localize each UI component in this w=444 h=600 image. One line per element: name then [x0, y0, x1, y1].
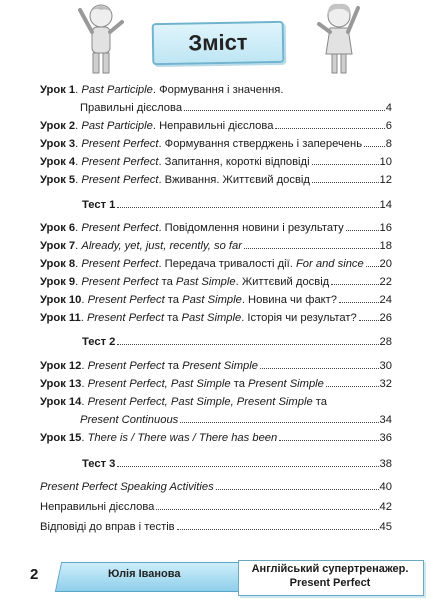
toc-row [40, 236, 392, 252]
dot-leader [275, 127, 384, 129]
dot-leader [359, 319, 379, 321]
toc-entry-part: There is / There was / There has been [87, 432, 278, 444]
toc-test-row [40, 195, 392, 211]
toc-entry-part: Урок 14 [40, 396, 82, 408]
toc-entry-part: . [75, 120, 82, 132]
toc-entry-part: Урок 10 [40, 294, 82, 306]
dot-leader [117, 206, 378, 208]
toc-page-number: 20 [379, 258, 392, 270]
toc-entry-part: Тест 3 [82, 458, 116, 470]
toc-entry-part: Present Perfect, Past Simple, Present Simple [87, 396, 313, 408]
toc-entry-part: Past Participle [81, 84, 153, 96]
toc-entry-text [40, 458, 115, 470]
toc-entry-part: . Передача тривалості дії. [158, 258, 296, 270]
toc-page-number: 10 [379, 156, 392, 168]
toc-entry-part: Тест 1 [82, 199, 116, 211]
book-title-line1: Англійський супертренажер. [251, 563, 409, 575]
toc-entry-part: For and since [295, 258, 364, 270]
toc-entry-part: . [81, 396, 88, 408]
dot-leader [117, 465, 378, 467]
toc-page-number: 22 [379, 276, 392, 288]
toc-row [40, 152, 392, 168]
dot-leader [326, 385, 379, 387]
dot-leader [312, 163, 379, 165]
toc-entry-part: . [75, 174, 82, 186]
book-title [240, 562, 420, 590]
toc-entry-part: Past Simple [182, 294, 242, 306]
dot-leader [331, 283, 378, 285]
toc-entry-text [40, 336, 115, 348]
toc-page-number: 14 [379, 199, 392, 211]
toc-entry-part: Past Simple [175, 276, 236, 288]
toc-entry-part: та [164, 360, 183, 372]
toc-row [40, 218, 392, 234]
toc-entry-part: . [75, 156, 82, 168]
toc-row [40, 410, 392, 426]
toc-entry-part: . Запитання, короткі відповіді [158, 156, 310, 168]
page-title: Зміст [188, 29, 248, 56]
author-name: Юлія Іванова [108, 568, 181, 580]
toc-entry-part: Урок 9 [40, 276, 76, 288]
toc-entry-text [40, 120, 273, 132]
toc-entry-text [40, 174, 310, 186]
toc-entry-part: та [158, 276, 176, 288]
dot-leader [184, 109, 385, 111]
toc-entry-part: Past Simple [181, 312, 242, 324]
toc-entry-part: . Формування стверджень і заперечень [158, 138, 363, 150]
toc-row [40, 170, 392, 186]
toc-row [40, 254, 392, 270]
toc-page-number: 8 [385, 138, 392, 150]
toc-entry-part: та [312, 396, 328, 408]
toc-entry-part: та [230, 378, 249, 390]
toc-entry-part: Урок 12 [40, 360, 82, 372]
dot-leader [117, 343, 378, 345]
boy-figure-icon [78, 2, 124, 76]
toc-entry-part: . Новина чи факт? [241, 294, 338, 306]
toc-entry-part: Урок 11 [40, 312, 81, 324]
toc-entry-part: . [75, 258, 82, 270]
toc-row [40, 392, 392, 408]
toc-entry-part: . Повідомлення новини і результату [158, 222, 344, 234]
toc-entry-part: . [81, 432, 88, 444]
toc-entry-text [40, 360, 258, 372]
dot-leader [216, 488, 379, 490]
toc-entry-part: Present Perfect [81, 174, 159, 186]
toc-entry-part: Урок 2 [40, 120, 76, 132]
page-number: 2 [30, 566, 39, 583]
toc-entry-text [40, 138, 362, 150]
dot-leader [156, 508, 378, 510]
page-header [0, 0, 444, 78]
toc-row [40, 98, 392, 114]
toc-entry-part: Present Perfect [81, 156, 159, 168]
toc-row [40, 517, 392, 533]
toc-entry-text [40, 156, 310, 168]
toc-entry-part: Present Simple [248, 378, 324, 390]
toc-entry-part: . [81, 378, 88, 390]
toc-entry-part: . Вживання. Життєвий досвід [158, 174, 310, 186]
toc-entry-part: Неправильні дієслова [40, 501, 155, 513]
toc-entry-part: Відповіді до вправ і тестів [40, 521, 175, 533]
title-plate [152, 21, 285, 65]
toc-entry-part: Урок 5 [40, 174, 76, 186]
toc-entry-part: та [164, 312, 182, 324]
toc-entry-text [40, 258, 364, 270]
toc-entry-text [40, 199, 115, 211]
toc-entry-part: . Формування і значення. [152, 84, 284, 96]
toc-page-number: 12 [379, 174, 392, 186]
toc-page-number: 40 [379, 481, 392, 493]
toc-entry-part: . [75, 222, 82, 234]
toc-entry-part: Урок 4 [40, 156, 76, 168]
page-footer [0, 548, 444, 600]
toc-entry-text [40, 432, 277, 444]
toc-entry-part: Present Perfect [81, 222, 159, 234]
toc-row [40, 356, 392, 372]
toc-entry-part: Урок 6 [40, 222, 76, 234]
toc-entry-part: Present Perfect [87, 294, 165, 306]
dot-leader [312, 181, 379, 183]
toc-row [40, 116, 392, 132]
dot-leader [339, 301, 379, 303]
toc-entry-part: . Історія чи результат? [241, 312, 357, 324]
toc-entry-part: . Неправильні дієслова [152, 120, 274, 132]
toc-entry-part: та [164, 294, 183, 306]
toc-entry-text [40, 378, 324, 390]
toc-page-number: 4 [385, 102, 392, 114]
toc-entry-part: Present Simple [182, 360, 258, 372]
toc-entry-text [40, 84, 283, 96]
dot-leader [244, 247, 379, 249]
toc-page-number: 36 [379, 432, 392, 444]
toc-entry-part: Урок 13 [40, 378, 82, 390]
toc-page-number: 45 [379, 521, 392, 533]
toc-page-number: 42 [379, 501, 392, 513]
toc-entry-part: Present Continuous [80, 414, 179, 426]
toc-page-number: 30 [379, 360, 392, 372]
toc-entry-part: Урок 8 [40, 258, 76, 270]
toc-entry-part: Present Perfect [81, 258, 159, 270]
toc-row [40, 308, 392, 324]
dot-leader [180, 421, 378, 423]
girl-figure-icon [316, 2, 362, 76]
toc-page-number: 24 [379, 294, 392, 306]
toc-entry-part: Урок 3 [40, 138, 76, 150]
toc-entry-part: . [75, 84, 82, 96]
toc-entry-part: Past Participle [81, 120, 153, 132]
toc-entry-part: . [81, 360, 88, 372]
toc-entry-part: . [80, 312, 87, 324]
dot-leader [177, 528, 379, 530]
toc-entry-part: Already, yet, just, recently, so far [81, 240, 242, 252]
dot-leader [260, 367, 379, 369]
toc-entry-text [40, 312, 357, 324]
toc-entry-text [40, 396, 327, 408]
toc-entry-text [40, 481, 214, 493]
dot-leader [279, 439, 378, 441]
toc-entry-part: Тест 2 [82, 336, 116, 348]
toc-entry-text [40, 521, 175, 533]
toc-page-number: 18 [379, 240, 392, 252]
toc-page-number: 34 [379, 414, 392, 426]
toc-entry-text [40, 414, 178, 426]
dot-leader [366, 265, 379, 267]
toc-entry-part: . [75, 138, 82, 150]
toc-entry-part: Правильні дієслова [80, 102, 183, 114]
toc-page-number: 26 [379, 312, 392, 324]
toc-row [40, 428, 392, 444]
toc-row [40, 134, 392, 150]
toc-entry-text [40, 294, 337, 306]
toc-entry-part: Урок 15 [40, 432, 82, 444]
toc-entry-part: Present Perfect [81, 276, 159, 288]
toc-row [40, 497, 392, 513]
toc-entry-part: Present Perfect [87, 360, 165, 372]
toc-entry-part: Present Perfect Speaking Activities [40, 481, 214, 493]
toc-entry-part: Present Perfect, Past Simple [87, 378, 231, 390]
toc-test-row [40, 332, 392, 348]
toc-entry-text [40, 501, 154, 513]
toc-row [40, 477, 392, 493]
toc-entry-text [40, 240, 242, 252]
toc-page-number: 28 [379, 336, 392, 348]
toc-entry-part: Урок 7 [40, 240, 76, 252]
toc-test-row [40, 454, 392, 470]
toc-entry-part: . [81, 294, 88, 306]
toc-row [40, 272, 392, 288]
book-title-line2: Present Perfect [289, 577, 371, 589]
toc-row [40, 80, 392, 96]
toc-row [40, 374, 392, 390]
dot-leader [346, 229, 379, 231]
toc-page-number: 32 [379, 378, 392, 390]
dot-leader [364, 145, 385, 147]
toc-row [40, 290, 392, 306]
toc-entry-text [40, 276, 329, 288]
toc-entry-part: . Життєвий досвід [235, 276, 330, 288]
toc-entry-text [40, 222, 344, 234]
toc-entry-part: . [75, 276, 82, 288]
toc-entry-part: Present Perfect [81, 138, 159, 150]
toc-entry-text [40, 102, 182, 114]
toc-entry-part: . [75, 240, 82, 252]
toc-page-number: 16 [379, 222, 392, 234]
toc-entry-part: Present Perfect [86, 312, 165, 324]
toc-page-number: 38 [379, 458, 392, 470]
toc-entry-part: Урок 1 [40, 84, 76, 96]
toc-page-number: 6 [385, 120, 392, 132]
